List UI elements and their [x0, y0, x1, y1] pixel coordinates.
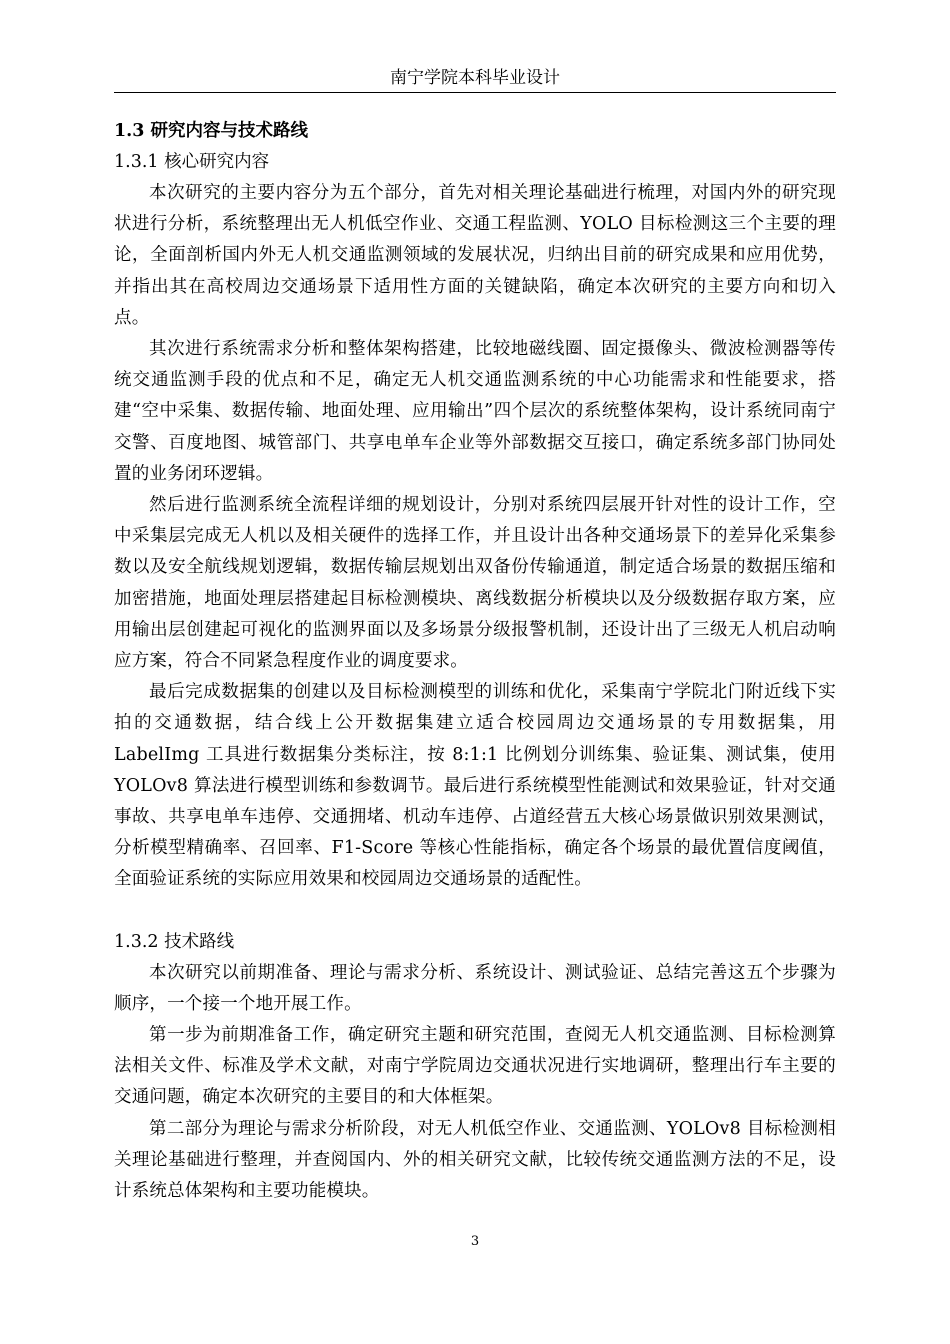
subsection-heading-technical-route: 1.3.2 技术路线: [114, 931, 235, 952]
paragraph: 本次研究以前期准备、理论与需求分析、系统设计、测试验证、总结完善这五个步骤为顺序，一个接一个地开展工作。: [114, 962, 836, 1014]
page-number: 3: [470, 1234, 480, 1249]
paragraph: 然后进行监测系统全流程详细的规划设计，分别对系统四层展开针对性的设计工作，空中采集层完成无人机以及相关硬件的选择工作，并且设计出各种交通场景下的差异化采集参数以及安全航线规划逻辑，数据传输层规划出双备份传输通道，制定适合场景的数据压缩和加密措施，地面处理层搭建起目标检测模块、离线数据分析模块以及分级数据存取方案，应用输出层创建起可视化的监测界面以及多场景分级报警机制，还设计出了三级无人机启动响应方案，符合不同紧急程度作业的调度要求。: [114, 495, 836, 672]
paragraph: 第二部分为理论与需求分析阶段，对无人机低空作业、交通监测、YOLOv8 目标检测相关理论基础进行整理，并查阅国内、外的相关研究文献，比较传统交通监测方法的不足，设计系统总体架构和主要功能模块。: [114, 1118, 836, 1202]
subsection-heading-core-content: 1.3.1 核心研究内容: [114, 152, 270, 172]
paragraph: 其次进行系统需求分析和整体架构搭建，比较地磁线圈、固定摄像头、微波检测器等传统交通监测手段的优点和不足，确定无人机交通监测系统的中心功能需求和性能要求，搭建“空中采集、数据传输、地面处理、应用输出”四个层次的系统整体架构，设计系统同南宁交警、百度地图、城管部门、共享电单车企业等外部数据交互接口，确定系统多部门协同处置的业务闭环逻辑。: [114, 339, 836, 484]
section-heading: 1.3 研究内容与技术路线: [114, 121, 309, 141]
paragraph: 最后完成数据集的创建以及目标检测模型的训练和优化，采集南宁学院北门附近线下实拍的交通数据，结合线上公开数据集建立适合校园周边交通场景的专用数据集，用 LabelImg 工具进行数据集分类标注，按 8:1:1 比例划分训练集、验证集、测试集，使用 YOLOv8 算法进行模型训练和参数调节。最后进行系统模型性能测试和效果验证，针对交通事故、共享电单车违停、交通拥堵、机动车违停、占道经营五大核心场景做识别效果测试，分析模型精确率、召回率、F1-Score 等核心性能指标，确定各个场景的最优置信度阈值，全面验证系统的实际应用效果和校园周边交通场景的适配性。: [114, 682, 836, 890]
page-header: 南宁学院本科毕业设计: [390, 68, 560, 88]
paragraph: 本次研究的主要内容分为五个部分，首先对相关理论基础进行梳理，对国内外的研究现状进行分析，系统整理出无人机低空作业、交通工程监测、YOLO 目标检测这三个主要的理论，全面剖析国内外无人机交通监测领域的发展状况，归纳出目前的研究成果和应用优势，并指出其在高校周边交通场景下适用性方面的关键缺陷，确定本次研究的主要方向和切入点。: [114, 183, 836, 328]
header-rule: [114, 92, 836, 93]
paragraph: 第一步为前期准备工作，确定研究主题和研究范围，查阅无人机交通监测、目标检测算法相关文件、标准及学术文献，对南宁学院周边交通状况进行实地调研，整理出行车主要的交通问题，确定本次研究的主要目的和大体框架。: [114, 1025, 836, 1108]
section-gap: [114, 896, 836, 927]
page-content: [114, 116, 836, 1207]
